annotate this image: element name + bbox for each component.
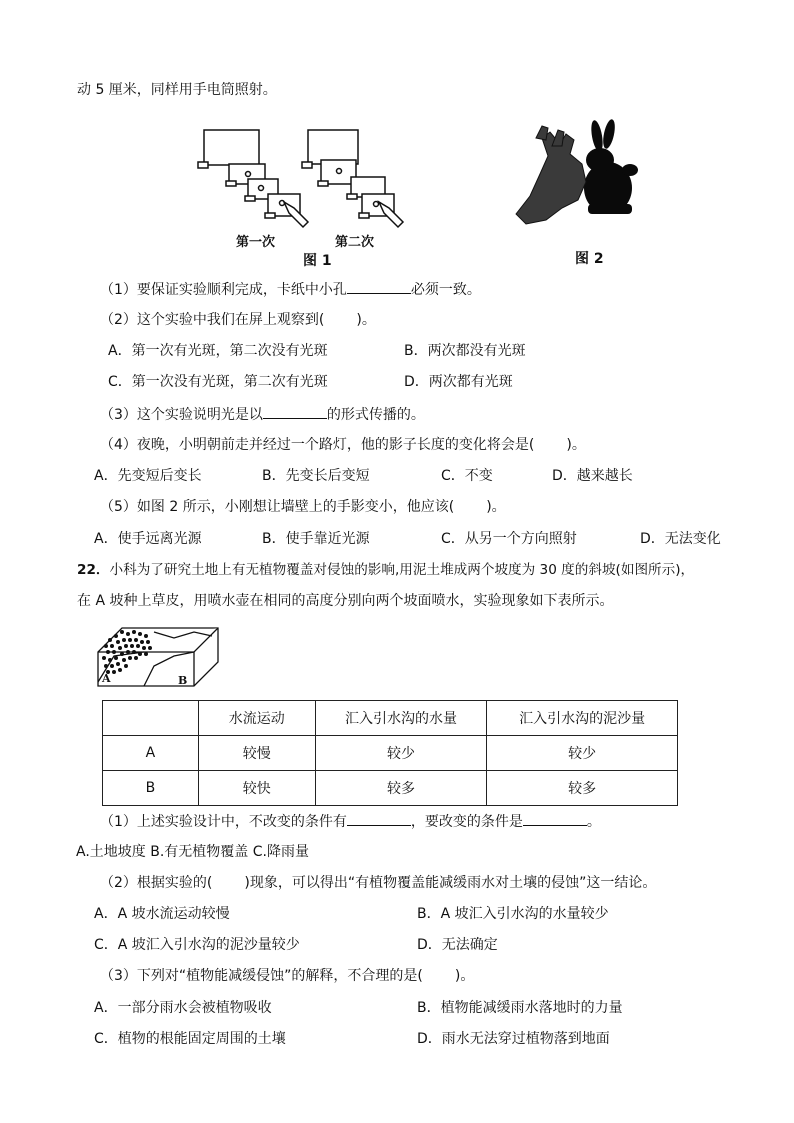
table-cell: 较少 <box>487 736 678 771</box>
q21-s5 <box>100 497 506 517</box>
q21-s4-option-d: D．越来越长 <box>552 468 633 484</box>
q22-stem-line-2: 在 A 坡种上草皮，用喷水壶在相同的高度分别向两个坡面喷水，实验现象如下表所示。 <box>77 593 614 609</box>
answer-blank[interactable] <box>523 811 587 826</box>
figure-1-caption: 图 1 <box>303 253 332 269</box>
table-row <box>103 771 678 806</box>
q21-s3-text: （3）这个实验说明光是以 <box>100 407 263 423</box>
q22-s3-text-end: )。 <box>454 968 475 984</box>
table-header-cell: 水流运动 <box>198 701 315 736</box>
q22-stem-line-1 <box>77 560 694 580</box>
q22-s3-text: （3）下列对“植物能减缓侵蚀”的解释，不合理的是( <box>100 968 423 984</box>
q21-s2-text-end: )。 <box>356 312 376 328</box>
q21-s4-text-end: )。 <box>566 437 586 453</box>
q22-s1 <box>100 811 601 832</box>
question-number: 22． <box>77 562 110 578</box>
q21-s4-option-c: C．不变 <box>441 468 493 484</box>
q21-s2-option-c: C．第一次没有光斑，第二次有光斑 <box>108 374 328 390</box>
q22-s2-text: （2）根据实验的( <box>100 875 213 891</box>
table-header-cell <box>103 701 199 736</box>
q22-s3 <box>100 966 474 986</box>
q22-s2-text-end: )现象，可以得出“有植物覆盖能减缓雨水对土壤的侵蚀”这一结论。 <box>244 875 657 891</box>
q21-s4-option-a: A．先变短后变长 <box>94 468 202 484</box>
table-cell: 较少 <box>315 736 487 771</box>
table-cell: 较快 <box>198 771 315 806</box>
figure-2-hand-shadow <box>512 116 642 228</box>
q21-s3 <box>100 404 425 425</box>
q21-s2-text: （2）这个实验中我们在屏上观察到( <box>100 312 325 328</box>
q21-s3-text-end: 的形式传播的。 <box>326 407 425 423</box>
table-cell: 较慢 <box>198 736 315 771</box>
intro-text: 动 5 厘米，同样用手电筒照射。 <box>77 82 277 98</box>
q22-s3-option-b: B．植物能减缓雨水落地时的力量 <box>417 1000 623 1016</box>
answer-blank[interactable] <box>347 811 411 826</box>
answer-blank[interactable] <box>347 279 411 294</box>
q22-s2 <box>100 873 656 893</box>
figure-2-caption: 图 2 <box>575 251 604 267</box>
table-header-row <box>103 701 678 736</box>
q21-s1 <box>100 279 481 300</box>
table-cell: 较多 <box>315 771 487 806</box>
q22-s1-choices: A.土地坡度 B.有无植物覆盖 C.降雨量 <box>76 844 309 860</box>
table-header-cell: 汇入引水沟的水量 <box>315 701 487 736</box>
q21-s5-text: （5）如图 2 所示，小刚想让墙壁上的手影变小，他应该( <box>100 499 455 515</box>
q22-s1-text-mid: ，要改变的条件是 <box>410 814 523 830</box>
table-cell: B <box>103 771 199 806</box>
q21-s5-text-end: )。 <box>486 499 506 515</box>
table-cell: 较多 <box>487 771 678 806</box>
q21-s5-option-c: C．从另一个方向照射 <box>441 531 577 547</box>
q22-stem-text: 小科为了研究土地上有无植物覆盖对侵蚀的影响,用泥土堆成两个坡度为 30 度的斜坡(如图所示)， <box>109 562 695 578</box>
table-row <box>103 736 678 771</box>
q22-s1-text: （1）上述实验设计中，不改变的条件有 <box>100 814 347 830</box>
slope-figure <box>94 622 224 692</box>
table-cell: A <box>103 736 199 771</box>
q21-s2-option-b: B．两次都没有光斑 <box>404 343 526 359</box>
q22-s3-option-d: D．雨水无法穿过植物落到地面 <box>417 1031 610 1047</box>
answer-blank[interactable] <box>263 404 327 419</box>
q21-s5-option-b: B．使手靠近光源 <box>262 531 370 547</box>
q21-s1-text: （1）要保证实验顺利完成，卡纸中小孔 <box>100 282 347 298</box>
q21-s5-option-a: A．使手远离光源 <box>94 531 202 547</box>
q21-s2 <box>100 310 376 330</box>
slope-label-a: A <box>102 672 111 685</box>
slope-label-b: B <box>178 674 188 687</box>
q22-s1-text-end: 。 <box>586 814 601 830</box>
q22-s2-option-b: B．A 坡汇入引水沟的水量较少 <box>417 906 609 922</box>
q21-s4 <box>100 435 586 455</box>
q22-s3-option-a: A．一部分雨水会被植物吸收 <box>94 1000 272 1016</box>
q22-s2-option-d: D．无法确定 <box>417 937 498 953</box>
figure-1-label-first: 第一次 <box>236 235 276 250</box>
results-table <box>102 700 678 806</box>
q22-s2-option-a: A．A 坡水流运动较慢 <box>94 906 230 922</box>
q22-s2-option-c: C．A 坡汇入引水沟的泥沙量较少 <box>94 937 300 953</box>
q21-s4-option-b: B．先变长后变短 <box>262 468 370 484</box>
q21-s5-option-d: D．无法变化 <box>640 531 721 547</box>
q21-s2-option-d: D．两次都有光斑 <box>404 374 513 390</box>
figure-1-label-second: 第二次 <box>335 235 375 250</box>
q21-s1-text-end: 必须一致。 <box>410 282 481 298</box>
table-header-cell: 汇入引水沟的泥沙量 <box>487 701 678 736</box>
q21-s4-text: （4）夜晚，小明朝前走并经过一个路灯，他的影子长度的变化将会是( <box>100 437 535 453</box>
q21-s2-option-a: A．第一次有光斑，第二次没有光斑 <box>108 343 328 359</box>
q22-s3-option-c: C．植物的根能固定周围的土壤 <box>94 1031 286 1047</box>
